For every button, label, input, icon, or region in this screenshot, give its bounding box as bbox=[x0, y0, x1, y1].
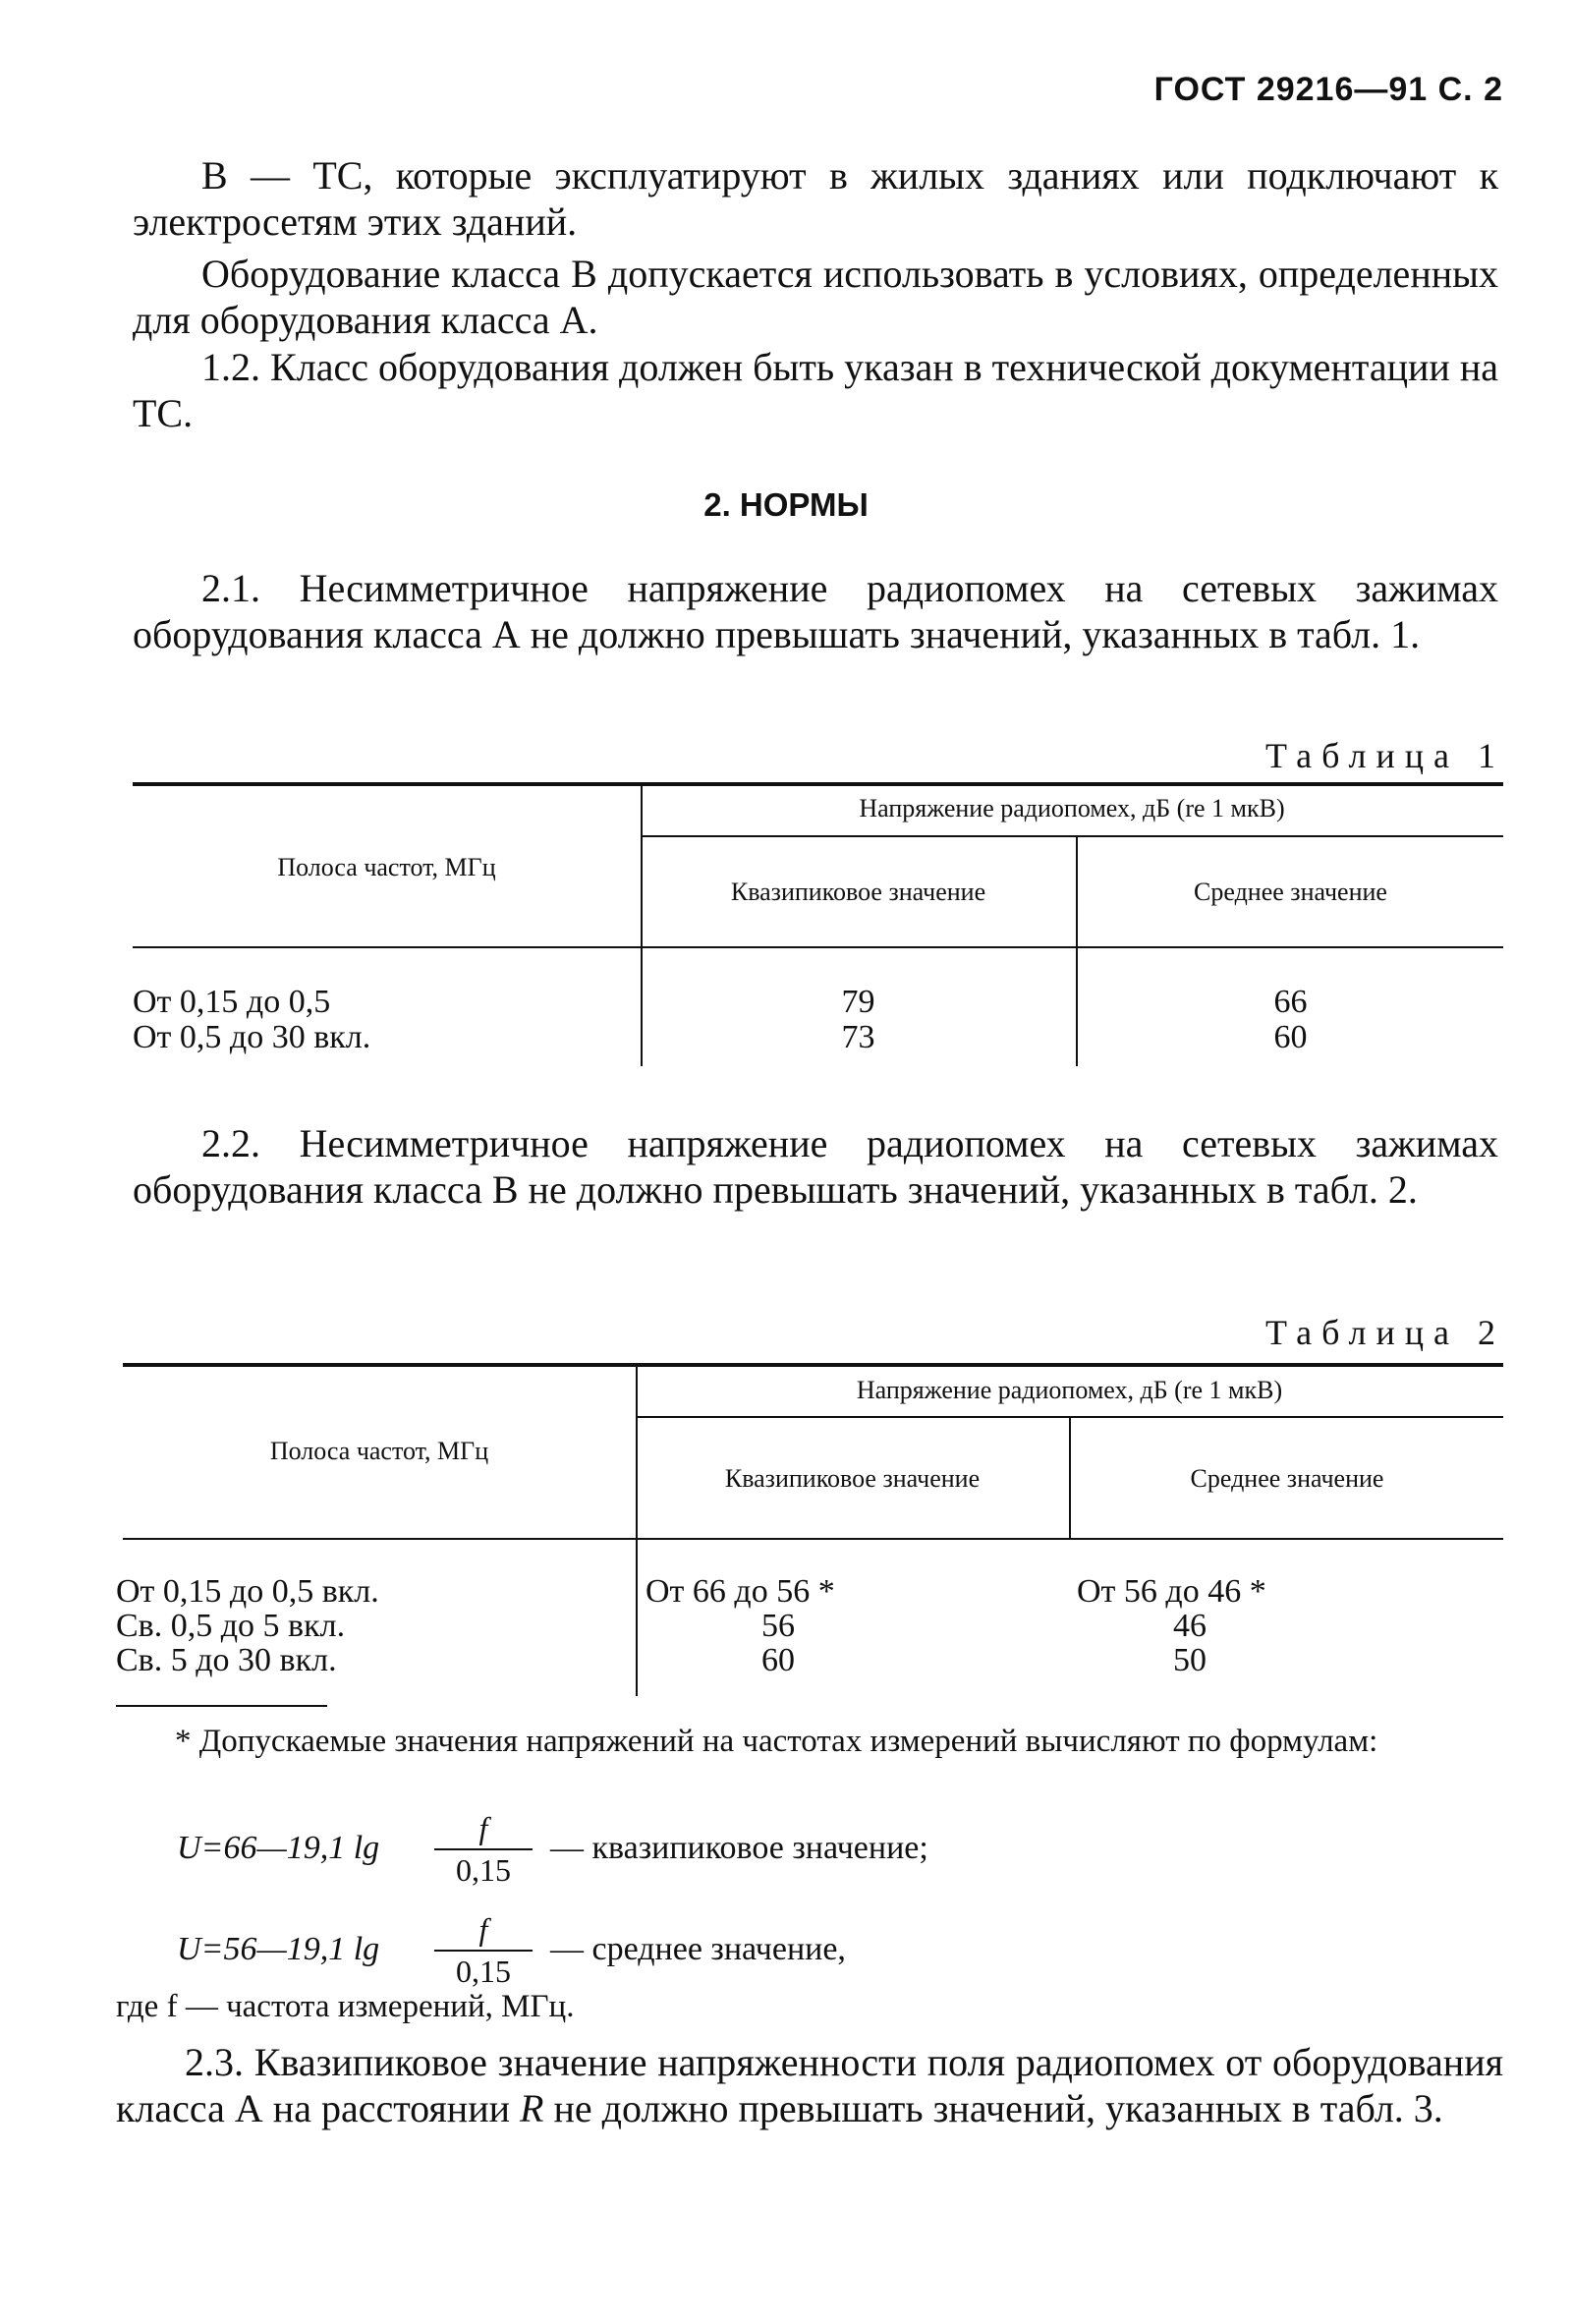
paragraph-2-1: 2.1. Несимметричное напряжение радиопомех на сетевых зажимах оборудования класса А не должно превышать значений, указанных в табл. 1. bbox=[133, 566, 1498, 656]
table-1-header-group: Напряжение радиопомех, дБ (re 1 мкВ) bbox=[859, 794, 1285, 822]
table-1-header-avg: Среднее значение bbox=[1194, 878, 1387, 906]
table-1-header-qp: Квазипиковое значение bbox=[730, 878, 986, 906]
paragraph-1-2: 1.2. Класс оборудования должен быть указан в технической документации на ТС. bbox=[133, 345, 1498, 435]
table-2-top-rule bbox=[123, 1363, 1503, 1367]
table-2-header-avg: Среднее значение bbox=[1190, 1464, 1384, 1493]
table-2-header-rule bbox=[123, 1538, 1503, 1540]
formula-quasipeak-numerator: f bbox=[478, 1810, 488, 1845]
formula-average-rhs: — среднее значение, bbox=[550, 1931, 846, 1967]
section-title: 2. НОРМЫ bbox=[703, 486, 869, 523]
paragraph-class-b-usage: Оборудование класса В допускается использовать в условиях, определенных для оборудования класса А. bbox=[133, 252, 1498, 342]
table-1-row-1-qp: 79 bbox=[841, 984, 875, 1020]
distance-variable: R bbox=[520, 2086, 544, 2130]
footnote-separator bbox=[116, 1705, 327, 1707]
paragraph-class-b: В — ТС, которые эксплуатируют в жилых зданиях или подключают к электросетям этих зданий. bbox=[133, 153, 1498, 244]
fraction-bar bbox=[434, 1848, 533, 1850]
formula-quasipeak-rhs: — квазипиковое значение; bbox=[550, 1830, 928, 1866]
table-2-header-group: Напряжение радиопомех, дБ (re 1 мкВ) bbox=[856, 1376, 1283, 1404]
formula-average-denominator: 0,15 bbox=[456, 1954, 511, 1989]
table-2-header-band: Полоса частот, МГц bbox=[269, 1437, 489, 1465]
table-1-row-2-avg: 60 bbox=[1273, 1019, 1308, 1055]
table-2-row-3-avg: 50 bbox=[1173, 1642, 1207, 1678]
formula-quasipeak bbox=[177, 1790, 1061, 1899]
table-1-group-rule bbox=[641, 835, 1503, 837]
table-2-row-3-qp: 60 bbox=[761, 1642, 795, 1678]
table-1-row-1-avg: 66 bbox=[1273, 984, 1308, 1020]
table-2-row-3-band: Св. 5 до 30 вкл. bbox=[116, 1642, 337, 1678]
footnote-where: где f — частота измерений, МГц. bbox=[116, 1989, 575, 2024]
table-2-row-2-qp: 56 bbox=[761, 1608, 795, 1644]
table-2-row-1-avg: От 56 до 46 * bbox=[1077, 1573, 1266, 1610]
table-1-header-rule bbox=[133, 946, 1503, 948]
table-1-row-2-qp: 73 bbox=[841, 1019, 875, 1055]
table-1-row-1-band: От 0,15 до 0,5 bbox=[133, 984, 331, 1020]
page-header: ГОСТ 29216—91 С. 2 bbox=[1153, 71, 1503, 108]
table-1-top-rule bbox=[133, 782, 1503, 786]
formula-average-numerator: f bbox=[478, 1911, 488, 1947]
table-2-row-1-qp: От 66 до 56 * bbox=[646, 1573, 835, 1610]
table-2-header-qp: Квазипиковое значение bbox=[724, 1464, 981, 1493]
footnote-text: * Допускаемые значения напряжений на частотах измерений вычисляют по формулам: bbox=[175, 1724, 1378, 1759]
formula-average-lhs: U=56—19,1 lg bbox=[177, 1931, 380, 1967]
table-2-row-2-avg: 46 bbox=[1173, 1608, 1207, 1644]
table-1-header-band: Полоса частот, МГц bbox=[277, 853, 496, 881]
formula-quasipeak-denominator: 0,15 bbox=[456, 1852, 511, 1888]
paragraph-2-2: 2.2. Несимметричное напряжение радиопомех на сетевых зажимах оборудования класса В не должно превышать значений, указанных в табл. 2. bbox=[133, 1121, 1498, 1212]
table-1-row-2-band: От 0,5 до 30 вкл. bbox=[133, 1019, 371, 1055]
formula-quasipeak-fraction bbox=[434, 1810, 533, 1889]
paragraph-2-3-end: не должно превышать значений, указанных в табл. 3. bbox=[543, 2086, 1443, 2130]
table-2-caption: Таблица 2 bbox=[1265, 1313, 1505, 1352]
fraction-bar bbox=[434, 1950, 533, 1952]
paragraph-2-3 bbox=[116, 2039, 1503, 2131]
formula-average-fraction bbox=[434, 1911, 533, 1990]
formula-quasipeak-lhs: U=66—19,1 lg bbox=[177, 1830, 380, 1866]
paragraph-2-3-start: 2.3. Квазипиковое значение напряженности поля радиопомех от оборудования класса А на расстоянии bbox=[116, 2040, 1503, 2130]
table-1-caption: Таблица 1 bbox=[1265, 736, 1505, 775]
table-2-row-2-band: Св. 0,5 до 5 вкл. bbox=[116, 1608, 346, 1644]
formula-average bbox=[177, 1892, 1061, 2000]
table-2-row-1-band: От 0,15 до 0,5 вкл. bbox=[116, 1573, 379, 1610]
